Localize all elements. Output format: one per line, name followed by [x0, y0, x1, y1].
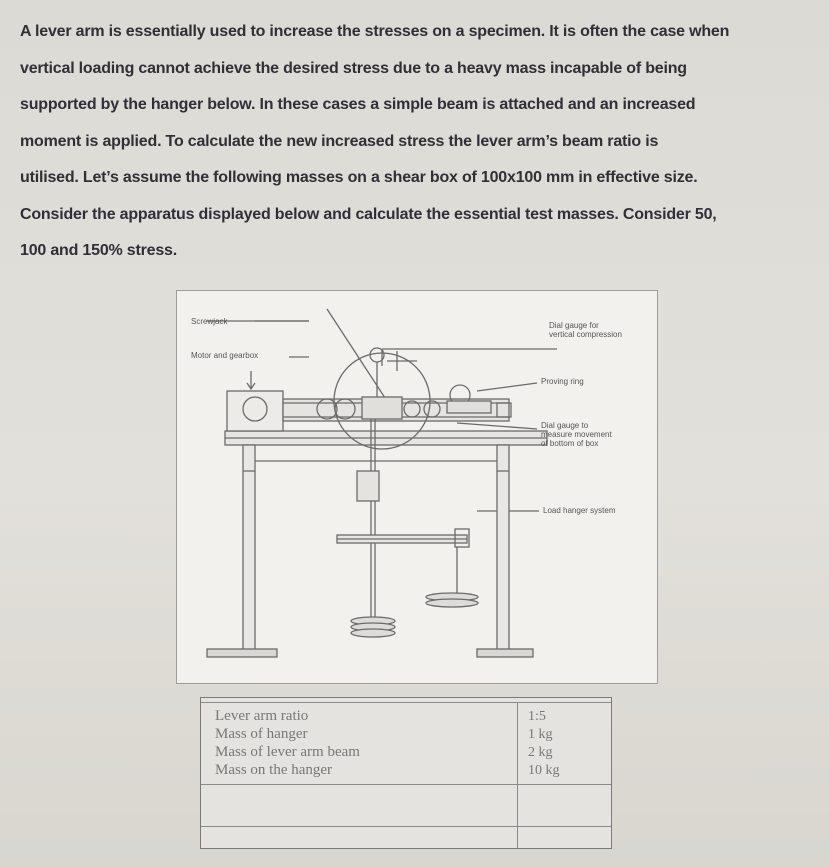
- label-dial-gauge-vertical: Dial gauge for vertical compression: [549, 321, 622, 339]
- label-screwjack: Screwjack: [191, 317, 228, 326]
- paragraph-line: moment is applied. To calculate the new increased stress the lever arm’s beam ratio is: [20, 132, 659, 150]
- paragraph-line: 100 and 150% stress.: [20, 242, 177, 259]
- table-cell-value: 2 kg: [528, 745, 553, 760]
- paragraph-line: A lever arm is essentially used to increase the stresses on a specimen. It is often the case when: [20, 23, 730, 40]
- label-load-hanger: Load hanger system: [543, 506, 616, 515]
- table-row: [201, 726, 611, 743]
- table-cell-label: Lever arm ratio: [215, 708, 309, 724]
- apparatus-drawing: [177, 291, 657, 683]
- table-row: [201, 762, 611, 779]
- table-cell-label: Mass on the hanger: [215, 762, 333, 778]
- table-cell-label: Mass of hanger: [215, 726, 308, 742]
- table-row: [201, 708, 611, 725]
- table-rule: [201, 702, 611, 703]
- table-cell-value: 1:5: [528, 709, 546, 724]
- paragraph-line: Consider the apparatus displayed below and calculate the essential test masses. Consider 50,: [20, 205, 717, 223]
- table-cell-value: 1 kg: [528, 727, 553, 742]
- table-cell-value: 10 kg: [528, 763, 560, 778]
- problem-paragraph: [20, 14, 810, 270]
- table-cell-label: Mass of lever arm beam: [215, 744, 360, 760]
- table-rule: [201, 826, 611, 827]
- paragraph-line: vertical loading cannot achieve the desired stress due to a heavy mass incapable of being: [20, 59, 687, 77]
- paragraph-line: supported by the hanger below. In these cases a simple beam is attached and an increased: [20, 96, 696, 113]
- table-row: [201, 744, 611, 761]
- table-rule: [201, 784, 611, 785]
- label-proving-ring: Proving ring: [541, 377, 584, 386]
- label-dial-gauge-bottom: Dial gauge to measure movement of bottom of box: [541, 421, 612, 448]
- shear-box-apparatus-figure: [176, 290, 658, 684]
- label-motor-gearbox: Motor and gearbox: [191, 351, 259, 360]
- test-masses-table: [200, 697, 612, 849]
- paragraph-line: utilised. Let’s assume the following masses on a shear box of 100x100 mm in effective size.: [20, 169, 698, 186]
